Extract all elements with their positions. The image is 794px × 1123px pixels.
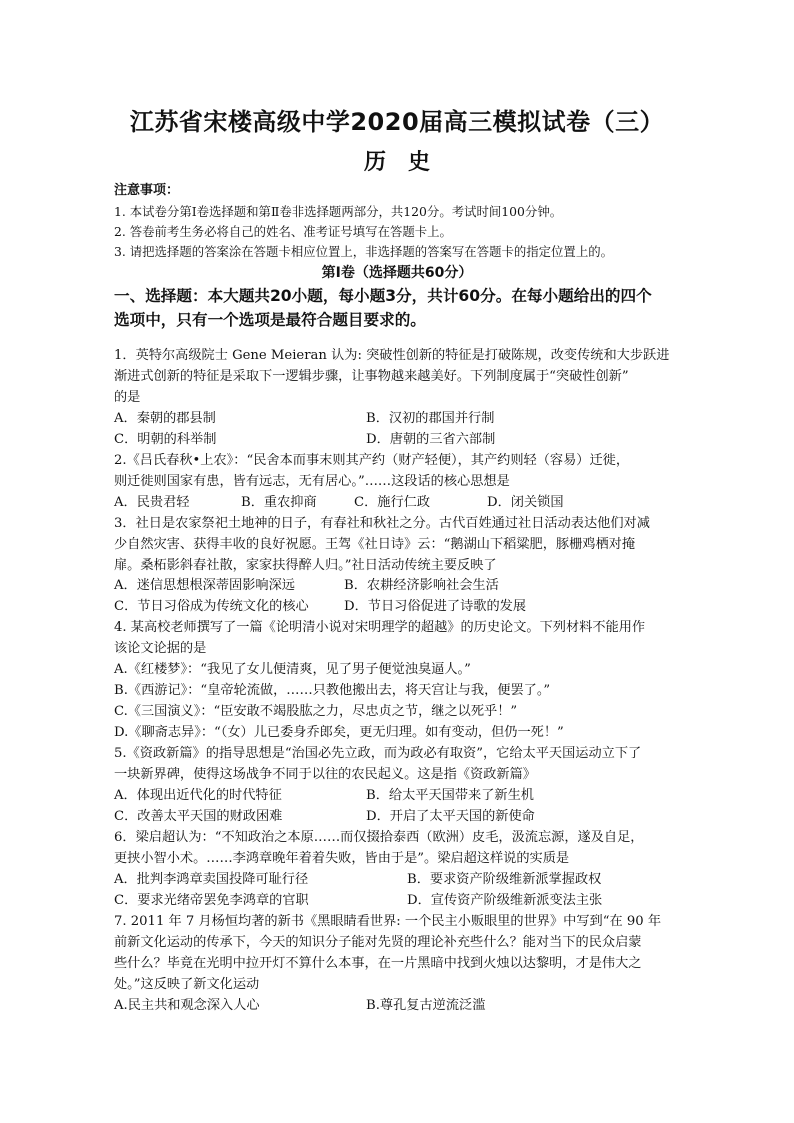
section-instruction: 选项中，只有一个选项是最符合题目要求的。 [114,311,426,329]
question-3-stem: 少自然灾害、获得丰收的良好祝愿。王驾《社日诗》云：“鹅湖山下稻粱肥，豚栅鸡栖对掩 [114,537,636,552]
question-3-option-b: B．农耕经济影响社会生活 [344,578,499,593]
question-4-option-c: C.《三国演义》：“臣安敢不竭股肱之力，尽忠贞之节，继之以死乎！” [114,704,518,719]
part1-title: 第Ⅰ卷（选择题共60分） [321,265,473,281]
question-6-option-b: B．要求资产阶级维新派掌握政权 [407,872,602,887]
question-6-stem: 更挟小智小术。……李鸿章晚年着着失败，皆由于是”。梁启超这样说的实质是 [114,851,570,866]
notice-heading: 注意事项： [114,183,180,198]
question-7-option-a: A.民主共和观念深入人心 [114,998,260,1013]
question-5-stem: 5.《资政新篇》的指导思想是“治国必先立政，而为政必有取资”，它给太平天国运动立下了 [114,746,642,761]
question-5-option-a: A．体现出近代化的时代特征 [114,788,282,803]
question-6-option-c: C．要求光绪帝罢免李鸿章的官职 [114,893,309,908]
notice-item: 1. 本试卷分第Ⅰ卷选择题和第Ⅱ卷非选择题两部分，共120分。考试时间100分钟。 [114,204,563,219]
question-1-stem: 1．英特尔高级院士 Gene Meieran 认为: 突破性创新的特征是打破陈规，改变传统和大步跃进 [114,348,670,363]
question-6-option-a: A．批判李鸿章卖国投降可耻行径 [114,872,309,887]
question-1-option-a: A．秦朝的郡县制 [114,411,216,426]
question-1-option-d: D．唐朝的三省六部制 [366,432,496,447]
question-7-stem: 处。”这反映了新文化运动 [114,977,260,992]
question-4-option-b: B.《西游记》：“皇帝轮流做，……只教他搬出去，将天宫让与我，便罢了。” [114,683,551,698]
question-3-stem: 3．社日是农家祭祀土地神的日子，有春社和秋社之分。古代百姓通过社日活动表达他们对减 [114,516,650,531]
exam-title: 江苏省宋楼高级中学2020届高三模拟试卷（三） [129,108,665,136]
question-2-stem: 2.《吕氏春秋•上农》：“民舍本而事末则其产约（财产轻便），其产约则轻（容易）迁徙， [114,453,630,468]
question-2-option-b: B．重农抑商 [241,495,317,510]
question-4-option-a: A.《红楼梦》：“我见了女儿便清爽，见了男子便觉浊臭逼人。” [114,662,471,677]
question-1-stem: 渐进式创新的特征是采取下一逻辑步骤，让事物越来越美好。下列制度属于“突破性创新” [114,369,629,384]
question-5-option-b: B．给太平天国带来了新生机 [366,788,534,803]
section-instruction: 一、选择题：本大题共20小题，每小题3分，共计60分。在每小题给出的四个 [114,287,652,305]
question-2-option-d: D．闭关锁国 [487,495,564,510]
notice-item: 3. 请把选择题的答案涂在答题卡相应位置上，非选择题的答案写在答题卡的指定位置上的。 [114,244,613,259]
question-2-option-c: C．施行仁政 [354,495,431,510]
question-3-option-c: C．节日习俗成为传统文化的核心 [114,599,309,614]
question-7-stem: 7. 2011 年 7 月杨恒均著的新书《黑眼睛看世界: 一个民主小贩眼里的世界》中写到“在 90 年 [114,914,662,929]
question-4-option-d: D.《聊斋志异》：“（女）儿已委身乔郎矣，更无归理。如有变动，但仍一死！” [114,725,564,740]
question-5-option-d: D．开启了太平天国的新使命 [366,809,535,824]
question-3-option-a: A．迷信思想根深蒂固影响深远 [114,578,295,593]
question-7-option-b: B.尊孔复古逆流泛滥 [366,998,486,1013]
subject-title: 历史 [363,150,452,175]
question-5-stem: 一块新界碑，使得这场战争不同于以往的农民起义。这是指《资政新篇》 [114,767,536,782]
question-2-option-a: A．民贵君轻 [114,495,190,510]
question-1-option-b: B．汉初的郡国并行制 [366,411,495,426]
question-3-stem: 扉。桑柘影斜春社散，家家扶得醉人归。”社日活动传统主要反映了 [114,558,497,573]
question-4-stem: 4. 某高校老师撰写了一篇《论明清小说对宋明理学的超越》的历史论文。下列材料不能用作 [114,620,646,635]
question-4-stem: 该论文论据的是 [114,641,207,656]
question-1-option-c: C．明朝的科举制 [114,432,217,447]
question-7-stem: 前新文化运动的传承下，今天的知识分子能对先贤的理论补充些什么？能对当下的民众启蒙 [114,935,642,950]
notice-item: 2. 答卷前考生务必将自己的姓名、准考证号填写在答题卡上。 [114,224,452,239]
question-6-stem: 6．梁启超认为：“不知政治之本原……而仅掇拾泰西（欧洲）皮毛，汲流忘源，遂及自足， [114,830,644,845]
question-7-stem: 些什么？毕竟在光明中拉开灯不算什么本事，在一片黑暗中找到火烛以达黎明，才是伟大之 [114,956,642,971]
question-2-stem: 则迁徙则国家有患，皆有远志，无有居心。”……这段话的核心思想是 [114,474,510,489]
question-3-option-d: D．节日习俗促进了诗歌的发展 [344,599,527,614]
question-6-option-d: D．宣传资产阶级维新派变法主张 [407,893,603,908]
question-5-option-c: C．改善太平天国的财政困难 [114,809,283,824]
question-1-stem: 的是 [114,390,141,405]
